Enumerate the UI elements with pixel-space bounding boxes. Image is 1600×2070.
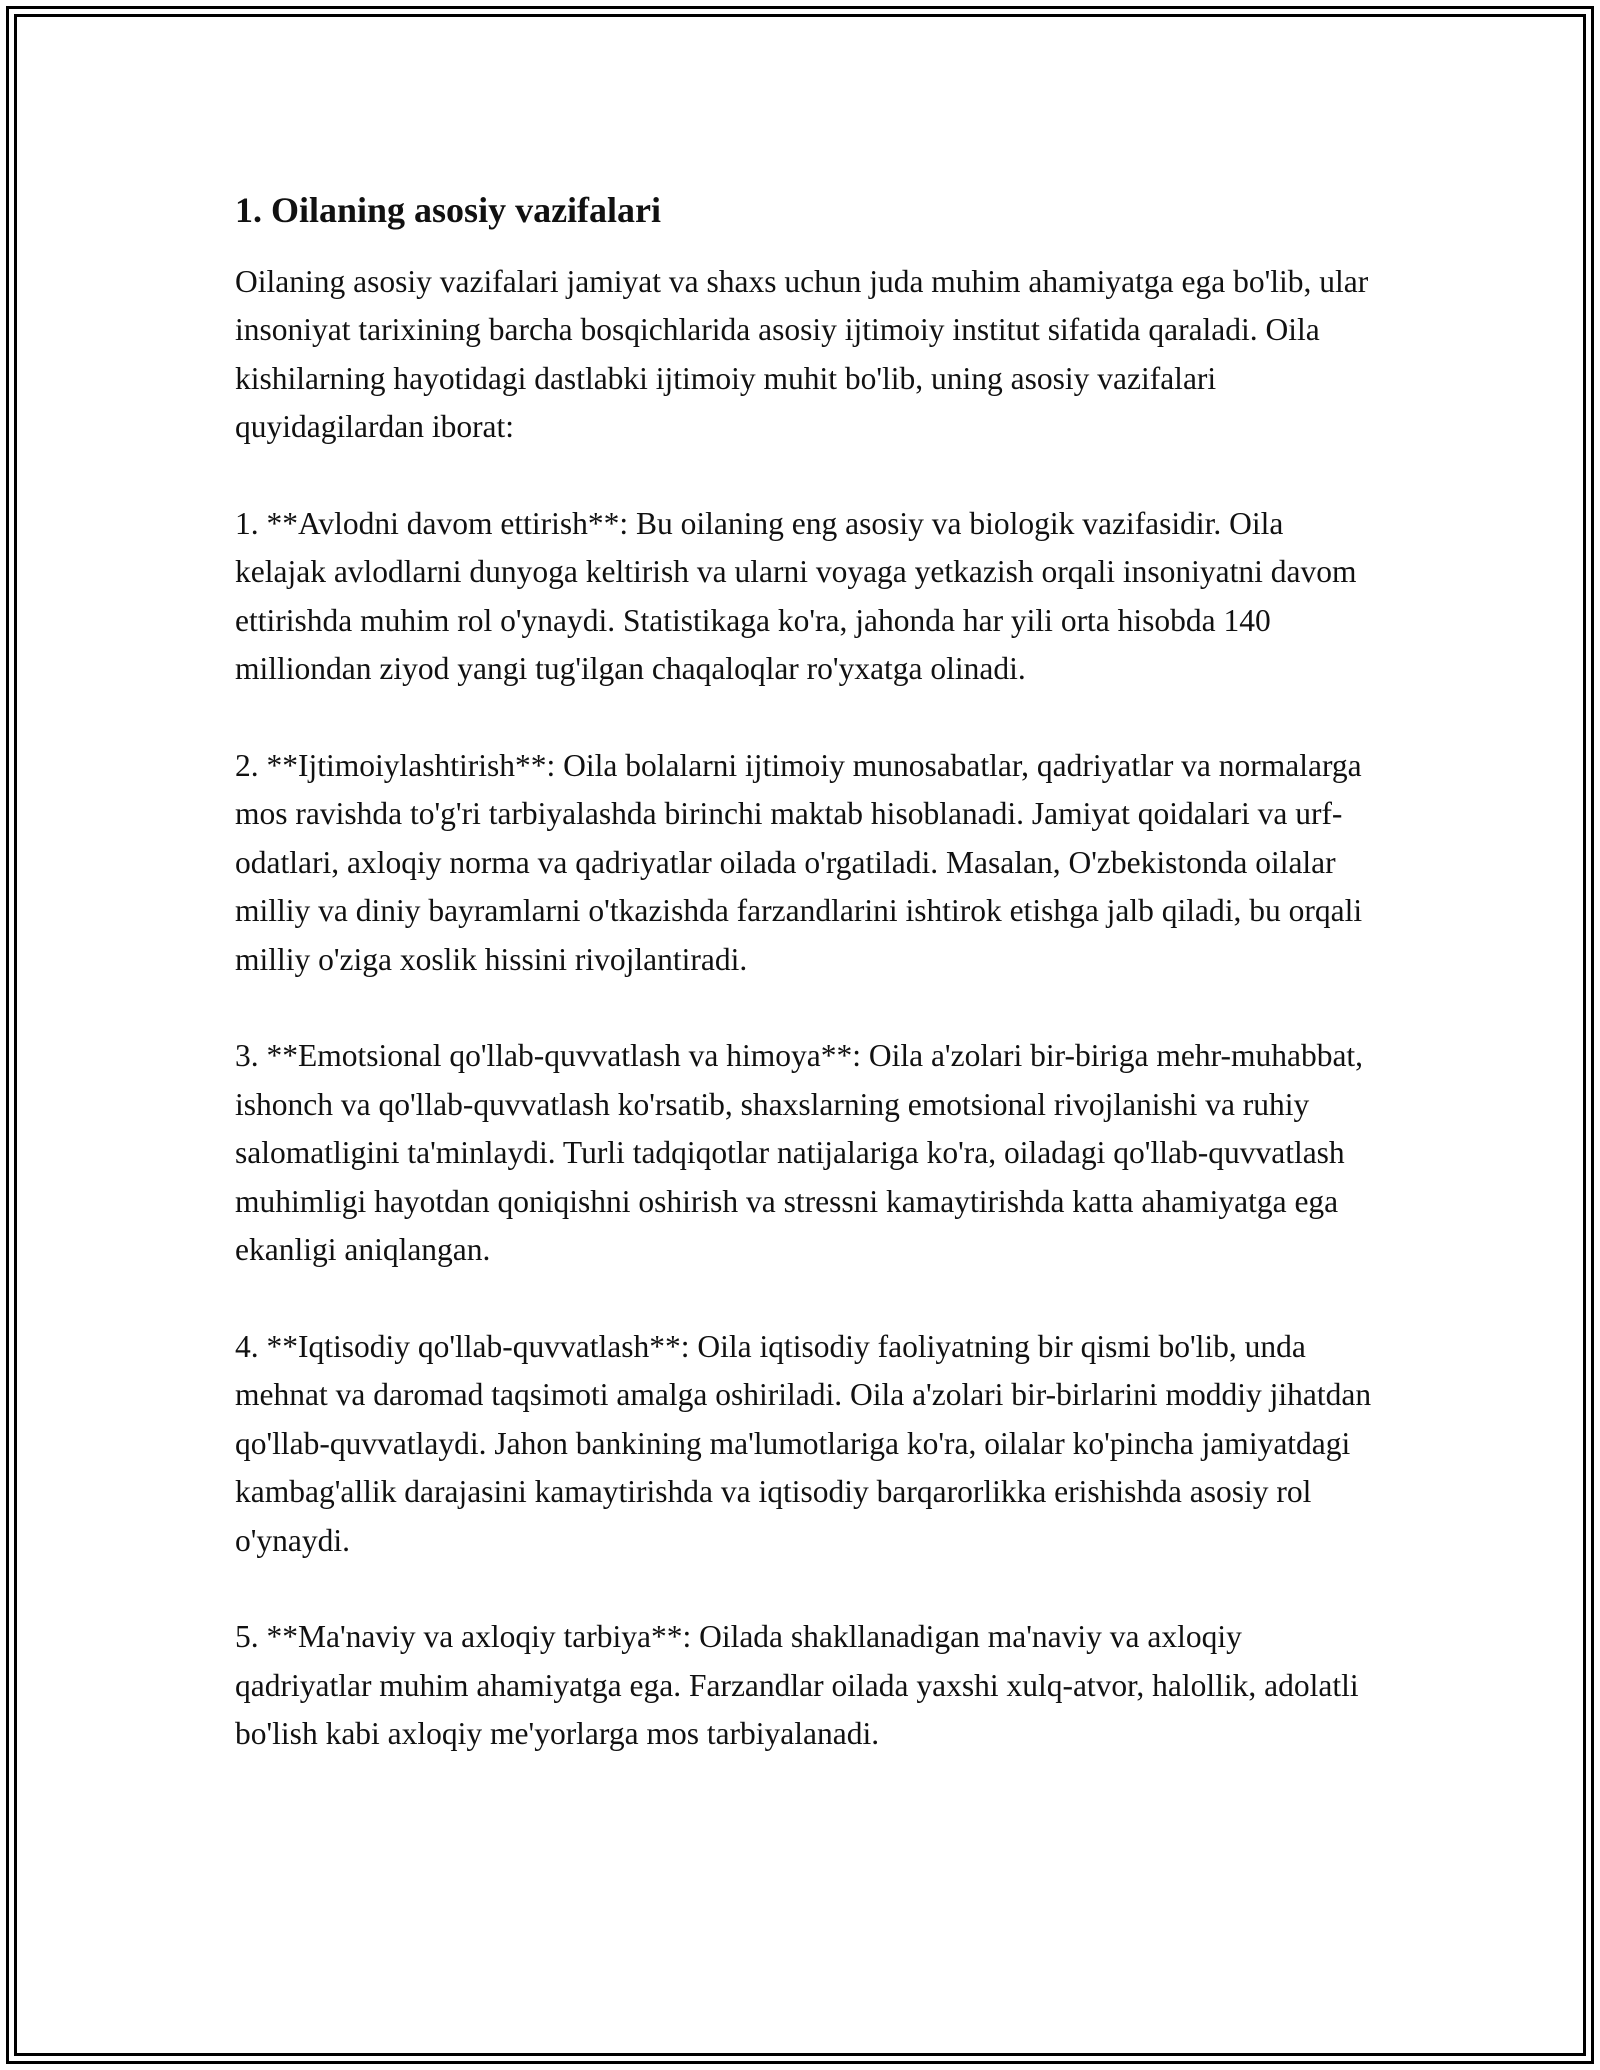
intro-paragraph: Oilaning asosiy vazifalari jamiyat va shaxs uchun juda muhim ahamiyatga ega bo'lib, ular insoniyat tarixining barcha bosqichlarida asosiy ijtimoiy institut sifatida qaraladi. Oila kishilarning hayotidagi dastlabki ijtimoiy muhit bo'lib, uning asosiy vazifalari quyidagilardan iborat:	[235, 264, 1369, 445]
list-item-economic-support: 4. **Iqtisodiy qo'llab-quvvatlash**: Oila iqtisodiy faoliyatning bir qismi bo'lib, unda mehnat va daromad taqsimoti amalga oshiriladi. Oila a'zolari bir-birlarini moddiy jihatdan qo'llab-quvvatlaydi. Jahon bankining ma'lumotlariga ko'ra, oilalar ko'pincha jamiyatdagi kambag'allik darajasini kamaytirishda va iqtisodiy barqarorlikka erishishda asosiy rol o'ynaydi.	[235, 1328, 1372, 1558]
list-item-socialization: 2. **Ijtimoiylashtirish**: Oila bolalarni ijtimoiy munosabatlar, qadriyatlar va normalarga mos ravishda to'g'ri tarbiyalashda birinchi maktab hisoblanadi. Jamiyat qoidalari va urf-odatlari, axloqiy norma va qadriyatlar oilada o'rgatiladi. Masalan, O'zbekistonda oilalar milliy va diniy bayramlarni o'tkazishda farzandlarini ishtirok etishga jalb qiladi, bu orqali milliy o'ziga xoslik hissini rivojlantiradi.	[235, 748, 1363, 977]
list-item-reproduction: 1. **Avlodni davom ettirish**: Bu oilaning eng asosiy va biologik vazifasidir. Oila kelajak avlodlarni dunyoga keltirish va ularni voyaga yetkazish orqali insoniyatni davom ettirishda muhim rol o'ynaydi. Statistikaga ko'ra, jahonda har yili orta hisobda 140 milliondan ziyod yangi tug'ilgan chaqaloqlar ro'yxatga olinadi.	[235, 506, 1357, 687]
list-item-emotional-support: 3. **Emotsional qo'llab-quvvatlash va himoya**: Oila a'zolari bir-biriga mehr-muhabbat, ishonch va qo'llab-quvvatlash ko'rsatib, shaxslarning emotsional rivojlanishi va ruhiy salomatligini ta'minlaydi. Turli tadqiqotlar natijalariga ko'ra, oiladagi qo'llab-quvvatlash muhimligi hayotdan qoniqishni oshirish va stressni kamaytirishda katta ahamiyatga ega ekanligi aniqlangan.	[235, 1038, 1364, 1268]
list-item-moral-education: 5. **Ma'naviy va axloqiy tarbiya**: Oilada shakllanadigan ma'naviy va axloqiy qadriyatlar muhim ahamiyatga ega. Farzandlar oilada yaxshi xulq-atvor, halollik, adolatli bo'lish kabi axloqiy me'yorlarga mos tarbiyalanadi.	[235, 1619, 1359, 1752]
document-body	[235, 186, 1375, 1759]
section-heading: 1. Oilaning asosiy vazifalari	[235, 190, 662, 230]
